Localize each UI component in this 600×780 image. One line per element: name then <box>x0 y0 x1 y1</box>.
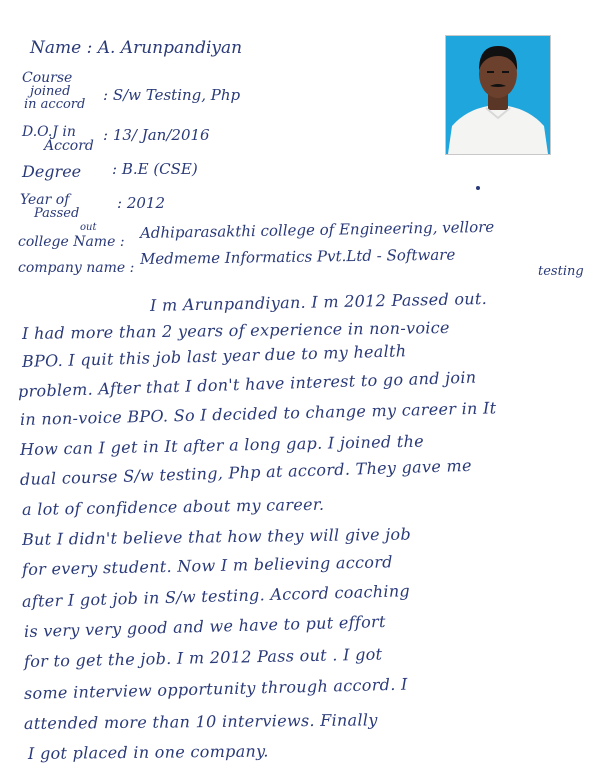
essay-line: dual course S/w testing, Php at accord. They gave me <box>19 455 472 489</box>
year-label-3: out <box>80 222 97 233</box>
course-label-3: in accord <box>24 97 86 112</box>
name-line: Name : A. Arunpandiyan <box>30 38 243 58</box>
essay-line: attended more than 10 interviews. Finally <box>23 710 378 733</box>
course-value: : S/w Testing, Php <box>103 86 241 104</box>
company-label: company name : <box>18 260 135 276</box>
company-value-2: testing <box>538 264 584 279</box>
essay-line: a lot of confidence about my career. <box>21 494 325 519</box>
essay-line: for to get the job. I m 2012 Pass out . I got <box>23 644 383 671</box>
essay-line: But I didn't believe that how they will give job <box>21 524 412 549</box>
year-label-1: Year of <box>20 192 70 208</box>
doj-label-2: Accord <box>44 138 94 154</box>
essay-line: is very very good and we have to put effort <box>23 611 386 641</box>
company-value: Medmeme Informatics Pvt.Ltd - Software <box>139 245 456 268</box>
year-value: : 2012 <box>117 194 165 212</box>
course-label-2: joined <box>30 84 71 99</box>
essay-line: I got placed in one company. <box>27 741 269 763</box>
doj-value: : 13/ Jan/2016 <box>103 126 210 144</box>
essay-line: after I got job in S/w testing. Accord coaching <box>21 581 411 611</box>
essay-line: I had more than 2 years of experience in non-voice <box>21 318 450 343</box>
person-photo-icon <box>445 35 551 155</box>
college-label: college Name : <box>18 234 125 250</box>
essay-line: I m Arunpandiyan. I m 2012 Passed out. <box>149 288 488 315</box>
essay-line: some interview opportunity through accord. I <box>23 674 408 703</box>
college-value: Adhiparasakthi college of Engineering, vellore <box>139 217 495 242</box>
year-label-2: Passed <box>34 206 80 221</box>
degree-label: Degree <box>22 162 82 181</box>
essay-line: for every student. Now I m believing accord <box>21 552 393 579</box>
ink-dot <box>476 186 480 190</box>
essay-line: How can I get in It after a long gap. I joined the <box>19 431 425 459</box>
degree-value: : B.E (CSE) <box>112 160 198 178</box>
course-label-1: Course <box>22 70 73 86</box>
essay-line: BPO. I quit this job last year due to my health <box>21 341 407 371</box>
essay-line: problem. After that I don't have interest to go and join <box>17 367 477 401</box>
doj-label: D.O.J in <box>22 124 76 140</box>
essay-line: in non-voice BPO. So I decided to change my career in It <box>19 398 497 429</box>
